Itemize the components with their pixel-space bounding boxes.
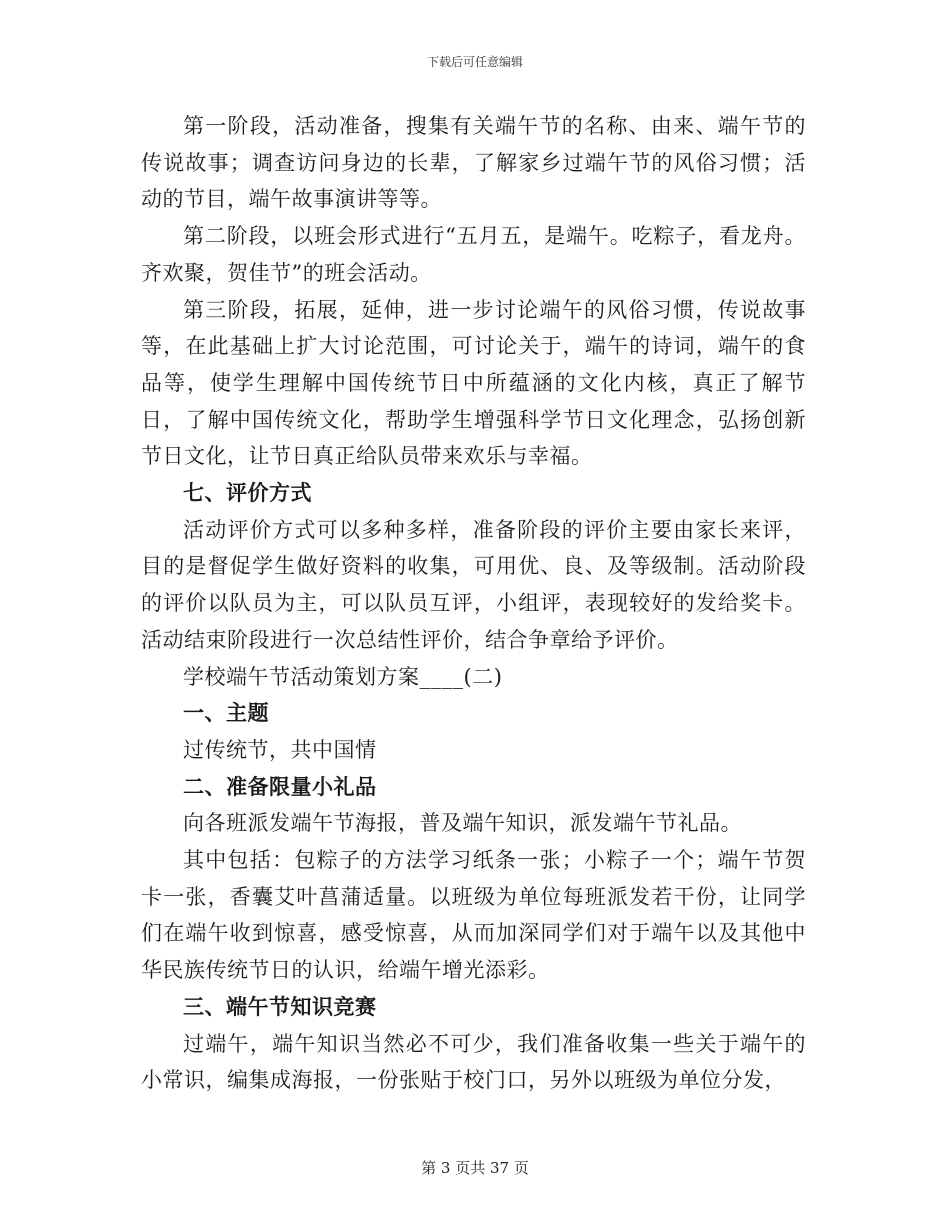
heading-quiz: 三、端午节知识竞赛 bbox=[183, 994, 377, 1019]
page-number: 第 3 页共 37 页 bbox=[421, 1159, 529, 1177]
header-note: 下载后可任意编辑 bbox=[426, 55, 523, 69]
paragraph-gifts-intro: 向各班派发端午节海报，普及端午知识，派发端午节礼品。 bbox=[183, 811, 742, 836]
paragraph-stage-three: 第三阶段，拓展，延伸，进一步讨论端午的风俗习惯，传说故事等，在此基础上扩大讨论范围，可讨论关于，端午的诗词，端午的食品等，使学生理解中国传统节日中所蕴涵的文化内核，真正了解节日，了解中国传统文化，帮助学生增强科学节日文化理念，弘扬创新节日文化，让节日真正给队员带来欢乐与幸福。 bbox=[141, 297, 806, 469]
paragraph-gifts-detail: 其中包括：包粽子的方法学习纸条一张；小粽子一个；端午节贺卡一张，香囊艾叶菖蒲适量。以班级为单位每班派发若干份，让同学们在端午收到惊喜，感受惊喜，从而加深同学们对于端午以及其他中华民族传统节日的认识，给端午增光添彩。 bbox=[141, 848, 806, 983]
paragraph-quiz: 过端午，端午知识当然必不可少，我们准备收集一些关于端午的小常识，编集成海报，一份张贴于校门口，另外以班级为单位分发， bbox=[141, 1031, 806, 1093]
heading-theme: 一、主题 bbox=[183, 701, 269, 726]
heading-gifts: 二、准备限量小礼品 bbox=[183, 774, 377, 799]
heading-evaluation: 七、评价方式 bbox=[183, 481, 312, 506]
document-body bbox=[141, 108, 806, 1099]
paragraph-plan-title: 学校端午节活动策划方案____(二) bbox=[183, 664, 503, 689]
paragraph-stage-two: 第二阶段，以班会形式进行“五月五，是端午。吃粽子，看龙舟。齐欢聚，贺佳节”的班会活动。 bbox=[141, 224, 806, 285]
paragraph-stage-one: 第一阶段，活动准备，搜集有关端午节的名称、由来、端午节的传说故事；调查访问身边的长辈，了解家乡过端午节的风俗习惯；活动的节目，端午故事演讲等等。 bbox=[141, 114, 806, 212]
paragraph-evaluation: 活动评价方式可以多种多样，准备阶段的评价主要由家长来评，目的是督促学生做好资料的收集，可用优、良、及等级制。活动阶段的评价以队员为主，可以队员互评，小组评，表现较好的发给奖卡。活动结束阶段进行一次总结性评价，结合争章给予评价。 bbox=[141, 517, 806, 652]
paragraph-theme: 过传统节，共中国情 bbox=[183, 737, 377, 762]
